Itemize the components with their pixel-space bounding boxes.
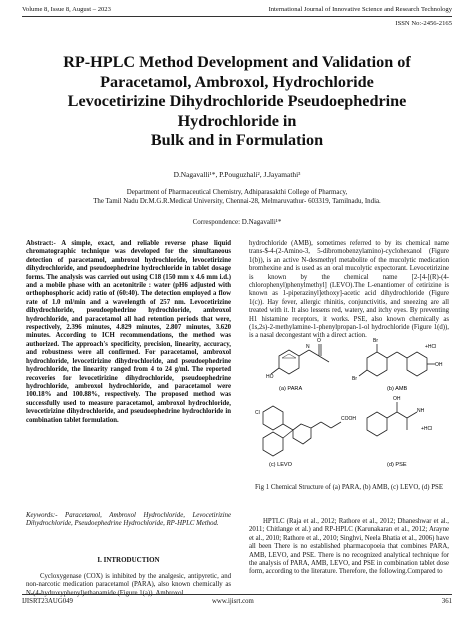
para-nh-label: N [306,344,310,350]
title-line: Paracetamol, Ambroxol, Hydrochloride [100,72,374,91]
correspondence: Correspondence: D.Nagavalli¹* [192,218,282,226]
para-oh-label: HO [266,374,274,380]
pse-structure [367,402,417,436]
title-line: RP-HPLC Method Development and Validation of [63,53,411,71]
page-number: 361 [441,598,452,605]
affiliation-line: Department of Pharmaceutical Chemistry, Adhiparasakthi College of Pharmacy, [126,189,348,196]
pse-nh-label: NH [417,408,425,414]
footer-url[interactable]: www.ijisrt.com [212,598,254,605]
levo-cooh-label: COOH [341,416,356,422]
chemical-structures-figure [249,334,449,482]
label-d: (d) PSE [387,462,407,468]
section-heading: I. INTRODUCTION [97,556,160,564]
right-column-bottom-text: HPTLC (Raja et al., 2012; Rathore et al., 2012; Dhaneshwar et al., 2011; Chitlange et al.) and RP-HPLC (Karunakaran et al., 2012; Arayne et al., 2010; Rathore et al., 2010; Singhvi, Neela Bhatia et al., 2006) have all been There is no established pharmacopoeia that combines PARA, AMB, LEVO, and PSE. There is no recognized analytical technique for the analysis of PARA, AMB, LEVO, and PSE in combination tablet dose form, according to the literature. Therefore, the following.Compared to [249,518,449,576]
affiliation-line: The Tamil Nadu Dr.M.G.R.Medical University, Chennai-28, Melmaruvathur- 603319, Tamilnadu, India. [93,197,381,205]
footer-rule [22,594,452,595]
abstract: Abstract:- A simple, exact, and reliable reverse phase liquid chromatographic technique was developed for the simultaneous detection of paracetamol, ambroxol hydrochloride, levocetirizine dihydrochloride, and pseudoephedrine hydrochloride in tablet dosage forms. The analysis was carried out using C18 (150 mm x 4.6 mm i.d.) and a mobile phase with an acetonitrile : water (pH6 adjusted with orthophosphoric acid) ratio of (60:40). The detection employed a flow rate of 1.0 ml/min and a wavelength of 257 nm. Levocetirizine dihydrochloride, pseudoephedrine hydrochloride, ambroxol hydrochloride, and paracetamol all had retention periods that were, respectively, 2.396 minutes, 4.829 minutes, 2.807 minutes, 3.620 minutes. According to ICH recommendations, the method was authorized. The approach's specificity, precision, linearity, accuracy, and robustness were all confirmed. For paracetamol, ambroxol hydrochloride, levocetirizine dihydrochloride, and pseudoephedrine hydrochloride, the linearity ranged from 4 to 24 g/ml. The reported recoveries for levocetirizine dihydrochloride, pseudoephedrine hydrochloride, ambroxol hydrochloride, and paracetamol were 100.18% and 100.88%, respectively. The proposed method was successfully used to measure paracetamol, ambroxol hydrochloride, levocetirizine dihydrochloride, and pseudoephedrine hydrochloride in combination tablet formulation. [26,240,231,424]
para-structure [271,344,329,374]
paper-title [20,53,454,151]
levo-cl-label: Cl [255,410,260,416]
label-c: (c) LEVO [269,462,293,468]
pse-salt-label: +HCl [421,426,433,432]
header-journal: International Journal of Innovative Science and Research Technology [268,6,452,13]
amb-oh-label: OH [435,362,443,368]
figure-caption: Fig 1 Chemical Structure of (a) PARA, (b) AMB, (c) LEVO, (d) PSE [255,484,443,491]
label-a: (a) PARA [279,386,303,392]
amb-br2-label: Br [373,338,378,344]
footer-id: IJISRT23AUG049 [22,598,73,605]
pse-oh-label: OH [393,396,401,402]
amb-salt-label: +HCl [425,344,437,350]
para-o-label: O [317,338,321,344]
title-line: Hydrochloride in [177,111,297,130]
amb-br-label: Br [352,376,357,382]
right-column-text: hydrochloride (AMB), sometimes referred to by its chemical name trans-$-4-(2-Amino-3, 5-dibromobenzylamino)-cyclohexanol (Figure 1(b)), is an active N-desmethyl metabolite of the mucolytic medication bromhexine and is used as an oral mucolytic expectorant. Levocetirizine is known by the chemical name [2-[4-[(R)-(4-chlorophenyl)phenylmethyl] (LEVO).The L-enantiomer of cetirizine is known as 1-piperazinyl]ethoxy]-acetic acid dihydrochloride (Figure 1(c)). Hay fever, allergic rhinitis, conjunctivitis, and sneezing are all treated with it. It also lessens red, watery, and itchy eyes. By preventing H1 histamine receptors, it works. PSE, also known chemically as (1s,2s)-2-methylamine-1-phenylpropan-1-ol hydrochloride (Figure 1(d)), is a nasal decongestant with a direct action. [249,240,449,340]
keywords: Keywords:- Paracetamol, Ambroxol Hydrochloride, Levocetirizine Dihydrochloride, Pseudoephedrine Hydrochloride, RP-HPLC Method. [26,512,231,528]
intro-paragraph: Cycloxygenase (COX) is inhibited by the analgesic, antipyretic, and non-narcotic medication paracetamol (PARA), also known chemically as N-(4-hydroxyphenyl)ethanamide (Figure 1(a)). Ambroxol [26,573,231,597]
header-volume: Volume 8, Issue 8, August – 2023 [22,6,111,13]
affiliation [20,189,454,206]
levo-structure [263,406,341,456]
header-issn: ISSN No:-2456-2165 [395,20,452,27]
header-rule [22,16,452,17]
title-line: Bulk and in Formulation [150,131,324,149]
authors: D.Nagavalli¹*, P.Pouguzhali², J.Jayamathi³ [173,170,301,179]
label-b: (b) AMB [387,386,408,392]
title-line: Levocetirizine Dihydrochloride Pseudoephedrine [67,92,407,110]
amb-structure [359,344,435,376]
